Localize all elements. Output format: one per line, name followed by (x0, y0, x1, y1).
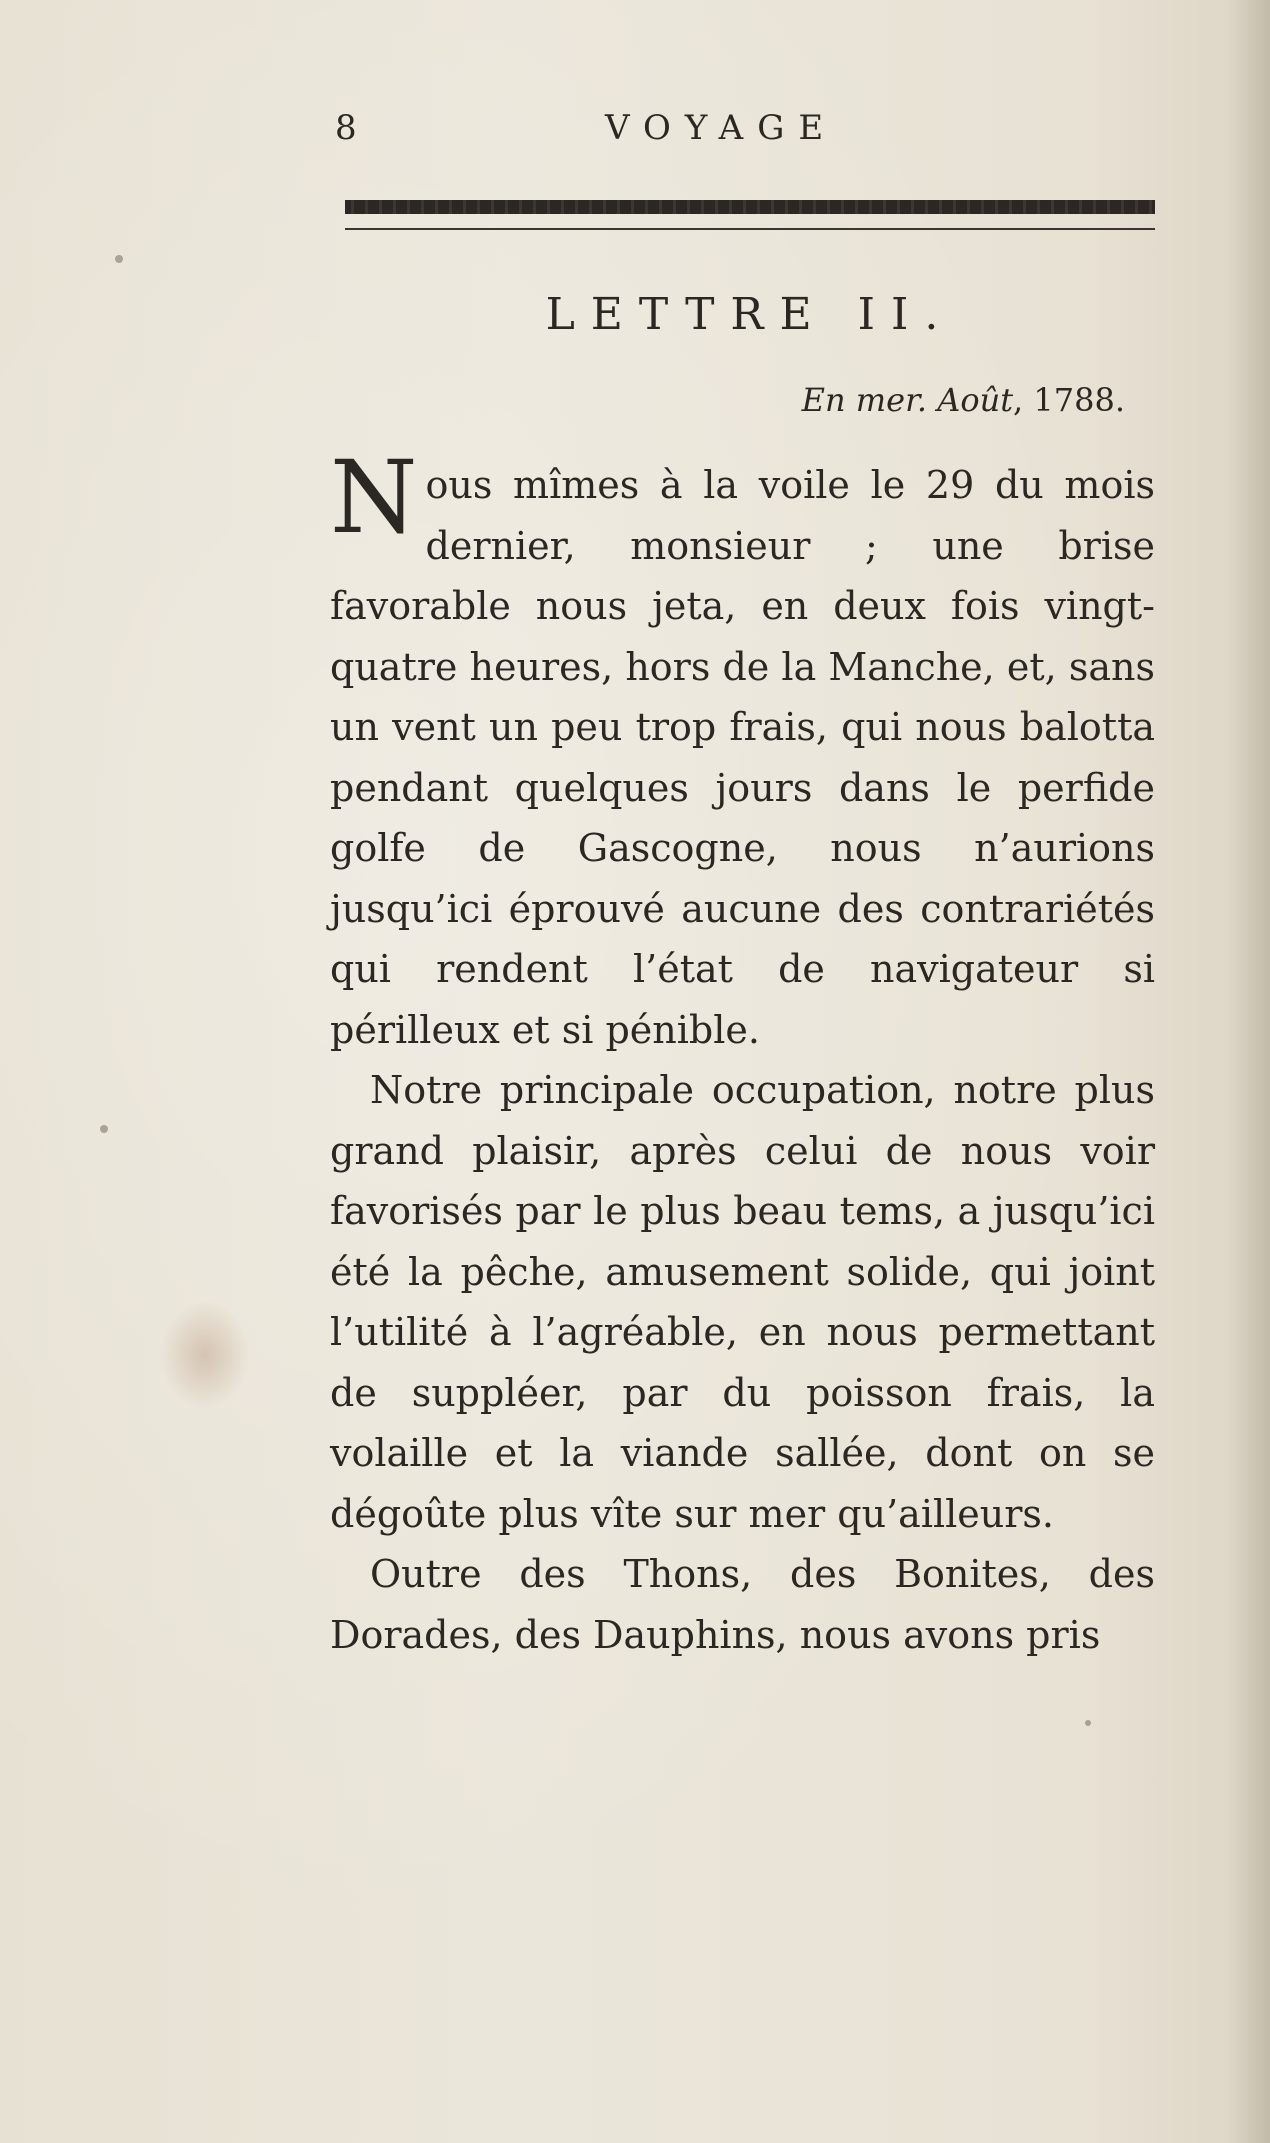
dateline (345, 380, 1125, 420)
letter-heading: LETTRE II. (545, 289, 955, 340)
ornamental-rule (345, 200, 1155, 214)
ink-speck (115, 255, 123, 263)
paragraph-3: Outre des Thons, des Bonites, des Dorades, des Dauphins, nous avons pris (330, 1552, 1155, 1657)
drop-cap: N (330, 439, 418, 556)
dateline-comma: , (1013, 381, 1034, 419)
ink-speck (100, 1125, 108, 1133)
ink-speck (1085, 1720, 1091, 1726)
thin-rule (345, 228, 1155, 230)
dateline-month: Août (937, 381, 1014, 419)
page-number: 8 (335, 108, 357, 148)
paragraph-1 (330, 439, 1155, 1060)
page-gutter-shadow (1228, 0, 1270, 2143)
body-text (330, 439, 1155, 1665)
dateline-year: 1788. (1033, 381, 1125, 419)
dateline-place: En mer. (801, 381, 928, 419)
paragraph-1-text: ous mîmes à la voile le 29 du mois dernier, monsieur ; une brise favorable nous jeta, en deux fois vingt-quatre heures, hors de la Manche, et, sans un vent un peu trop frais, qui nous balotta pendant quelques jours dans le perfide golfe de Gascogne, nous n’aurions jusqu’ici éprouvé aucune des contrariétés qui rendent l’état de navigateur si périlleux et si pénible. (330, 463, 1155, 1052)
paragraph-2: Notre principale occupation, notre plus grand plaisir, après celui de nous voir favorisés par le plus beau tems, a jusqu’ici été la pêche, amusement solide, qui joint l’utilité à l’agréable, en nous permettant de suppléer, par du poisson frais, la volaille et la viande sallée, dont on se dégoûte plus vîte sur mer qu’ailleurs. (330, 1068, 1155, 1536)
running-title: VOYAGE (605, 108, 838, 148)
running-head (335, 108, 1155, 148)
foxing-stain (160, 1300, 250, 1410)
